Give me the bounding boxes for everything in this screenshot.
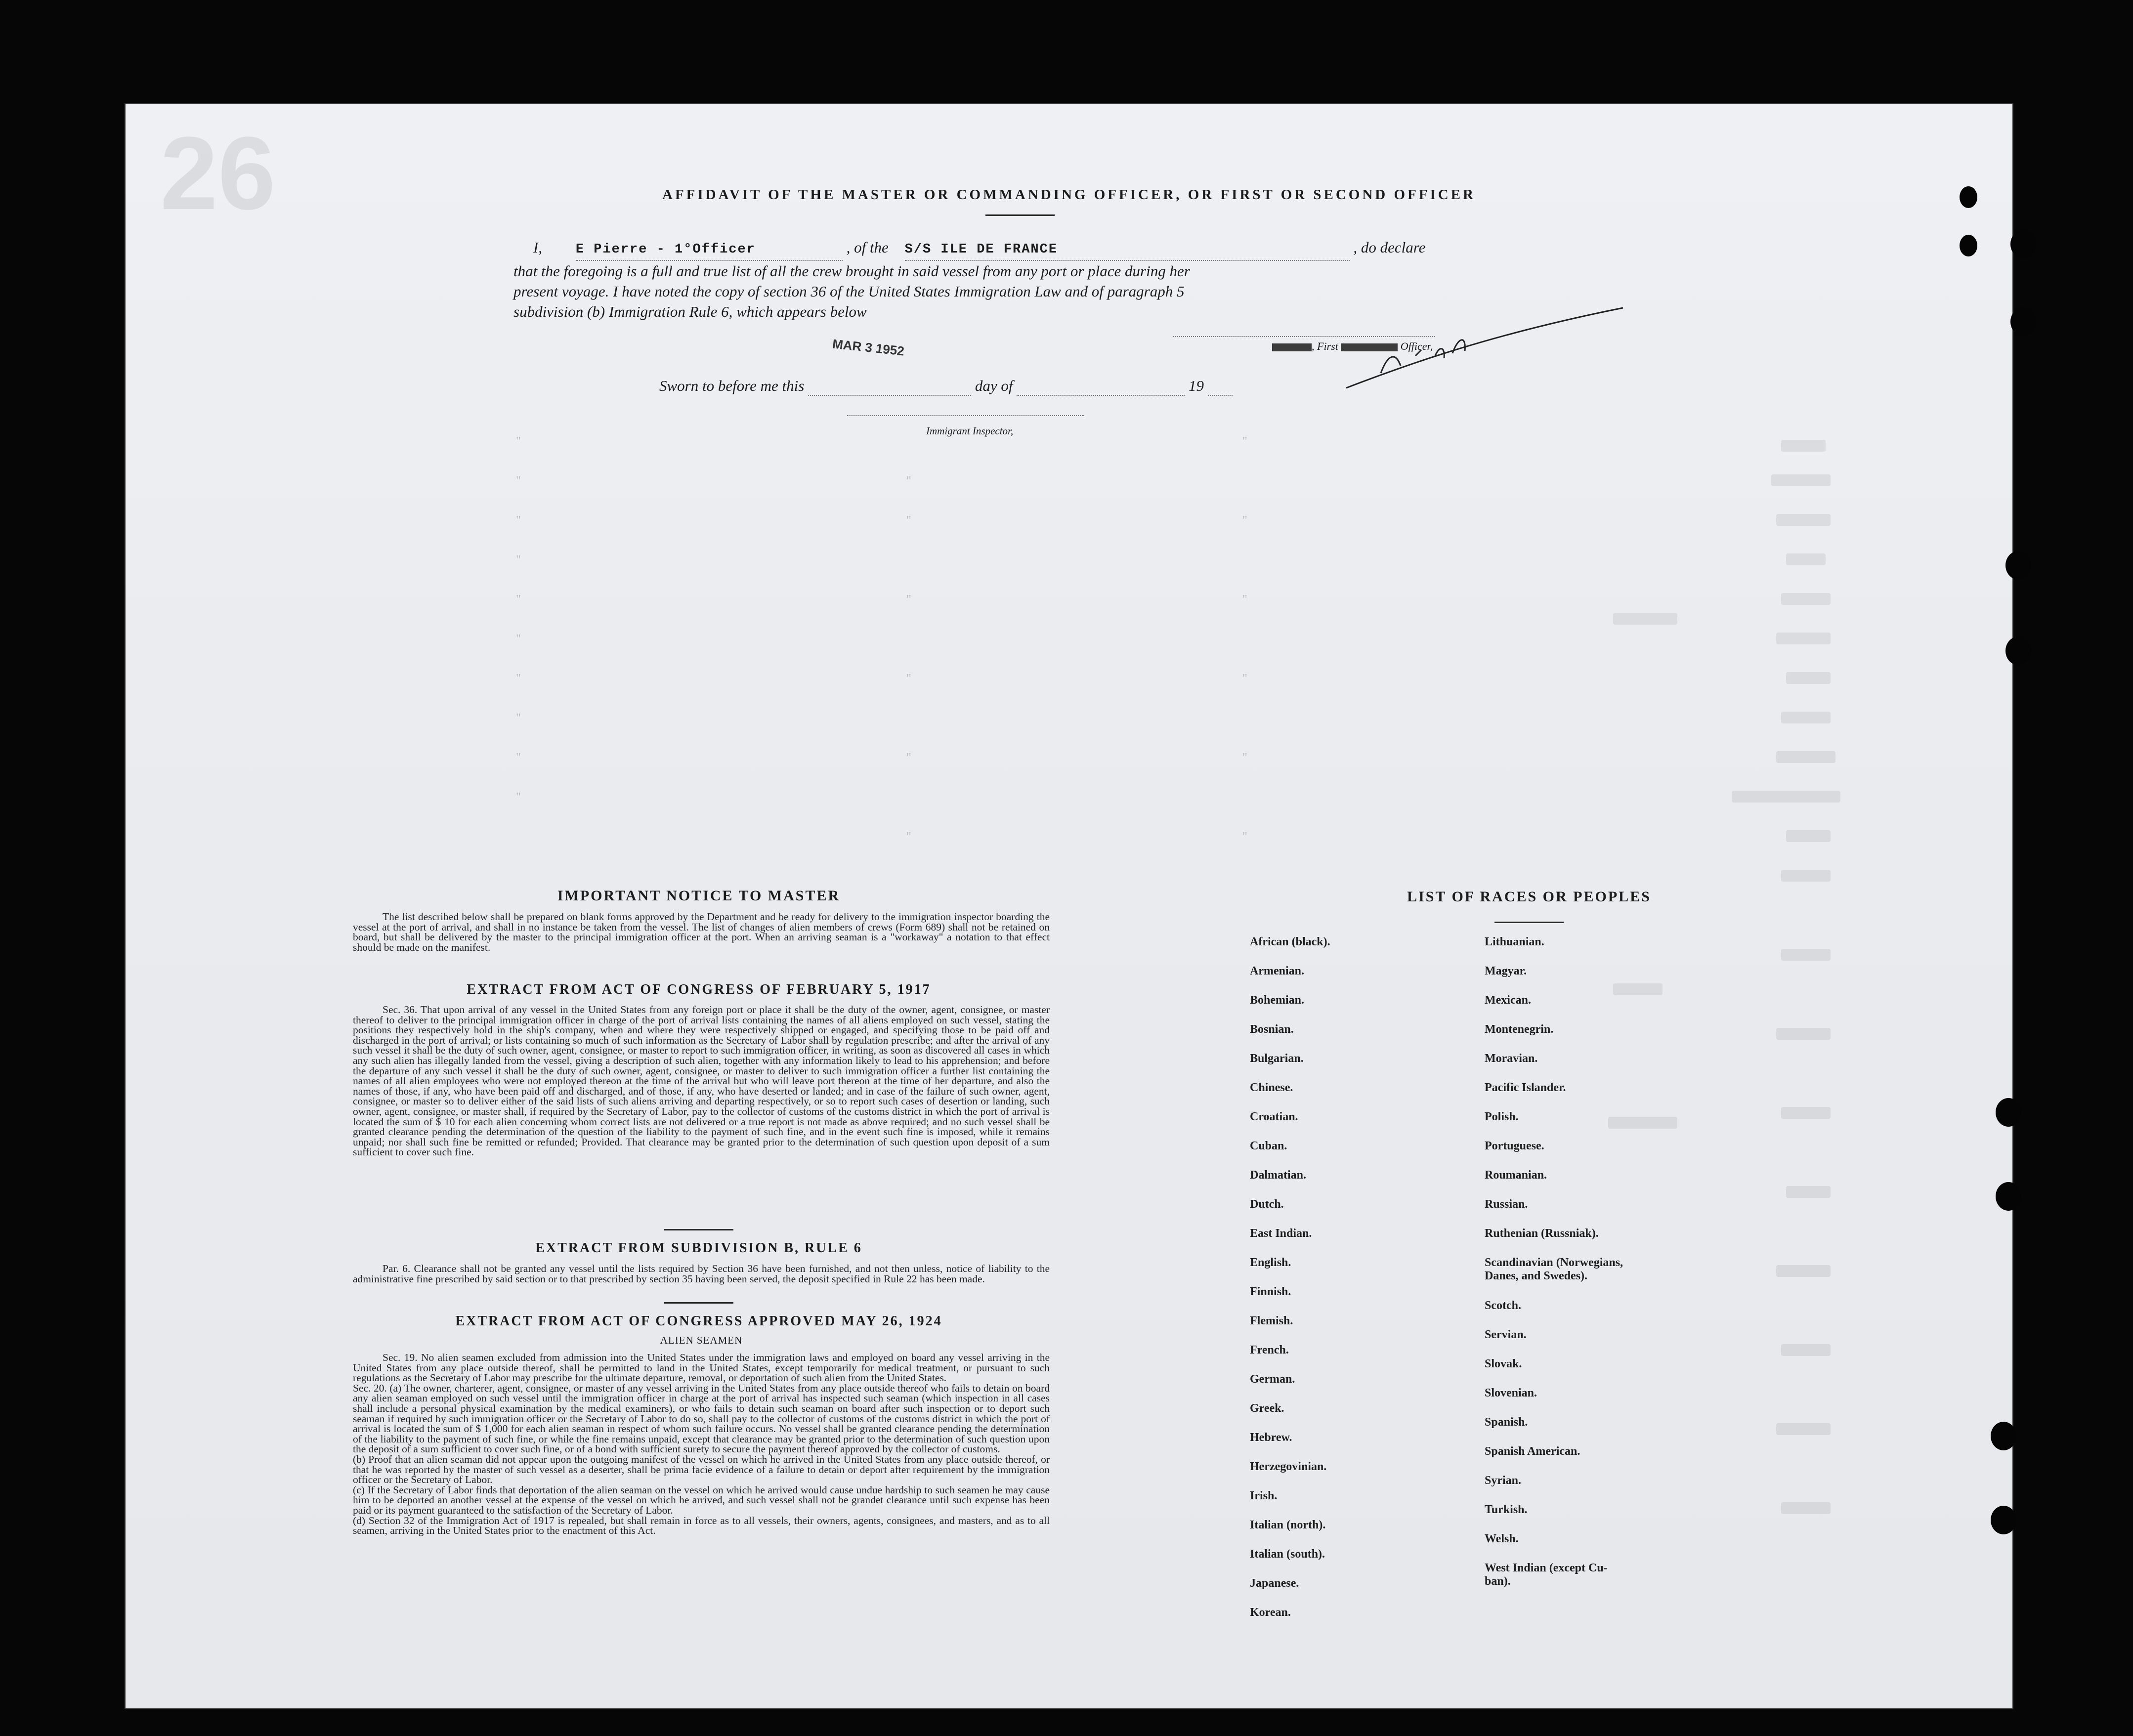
race-item: English. [1250,1256,1291,1269]
race-item: Spanish American. [1485,1445,1580,1458]
bleed-through-page-number: 26 [160,115,276,231]
race-item: Italian (south). [1250,1548,1325,1561]
date-stamp: MAR 3 1952 [831,336,905,359]
declarant-i: I, [533,239,543,256]
binder-hole [1960,235,1977,256]
binder-hole [1991,1422,2016,1450]
extract-1924-body: Sec. 19. No alien seamen excluded from admission into the United States under the immigration laws and employed on board any vessel arriving in the United States from any place outside thereof, shall be permitted to land in the United States, except temporarily for medical treatment, or pursuant to such regulations as the Secretary of Labor may prescribe for the ultimate departure, removal, or deportation of such alien from the United States. Sec. 20. (a) The owner, charterer, agent, consignee, or master of any vessel arriving in the United States from any place outside thereof who fails to detain on board any alien seaman employed on such vessel until the immigration officer in charge at the port of arrival has inspected such seaman (which inspection in all cases shall include a personal physical examination by the medical examiners), or who fails to detain such seaman on board after such inspection or to deport such seaman if required by such immigration officer or the Secretary of Labor to do so, shall pay to the collector of customs of the customs district in which the port of arrival is located the sum of $ 1,000 for each alien seaman in respect of whom such failure occurs. No vessel shall be granted clearance pending the determination of the liability to the payment of such fine, or while the fine remains unpaid, except that clearance may be granted prior to the determination of such question upon the deposit of a sum sufficient to cover such fine, or of a bond with sufficient surety to secure the payment thereof approved by the collector of customs. (b) Proof that an alien seaman did not appear upon the outgoing manifest of the vessel on which he arrived in the United States from any place outside thereof, or that he was reported by the master of such vessel as a deserter, shall be prima facie evidence of a failure to detain or deport after requirement by the immigration officer or the Secretary of Labor. (c) If the Secretary of Labor finds that deportation of the alien seaman on the vessel on which he arrived would cause undue hardship to such seamen he may cause him to be deported an another vessel at the expense of the vessel on which he arrived, and such vessel shall not be grandet clearance until such expense has been paid or its payment guaranteed to the satisfaction of the Secretary of Labor. (d) Section 32 of the Immigration Act of 1917 is repealed, but shall remain in force as to all vessels, their owners, agents, consignees, and masters, and as to all seamen, arriving in the United States prior to the enactment of this Act. [353,1352,1050,1537]
sworn-text: Sworn to before me this [659,377,805,394]
race-item: Magyar. [1485,965,1527,977]
binder-hole [2005,551,2031,580]
race-item: Korean. [1250,1606,1291,1619]
race-item: Bohemian. [1250,994,1305,1007]
race-item: Italian (north). [1250,1519,1326,1531]
race-item: Pacific Islander. [1485,1081,1566,1094]
binder-hole [1960,186,1977,208]
race-item: Montenegrin. [1485,1023,1554,1036]
race-item: Hebrew. [1250,1431,1292,1444]
extract-1924-title: EXTRACT FROM ACT OF CONGRESS APPROVED MAY 26, 1924 [455,1313,942,1329]
race-item: French. [1250,1344,1289,1356]
binder-hole [1991,1506,2016,1534]
race-item: Russian. [1485,1198,1528,1211]
affidavit-line-2: that the foregoing is a full and true list of all the crew brought in said vessel from any port or place during her [513,262,1190,280]
race-item: Bulgarian. [1250,1052,1304,1065]
of-the-text: , of the [846,239,889,256]
race-item: Roumanian. [1485,1169,1547,1182]
race-item: West Indian (except Cu- ban). [1485,1562,1608,1588]
affidavit-title-rule [985,214,1055,216]
rule-6-title: EXTRACT FROM SUBDIVISION B, RULE 6 [535,1240,862,1256]
rule-6-rule [664,1302,733,1304]
signature-first-label: First [1317,340,1338,352]
race-item: Chinese. [1250,1081,1293,1094]
race-item: Irish. [1250,1489,1278,1502]
race-item: Armenian. [1250,965,1304,977]
race-item: Moravian. [1485,1052,1538,1065]
vessel-name-field: S/S ILE DE FRANCE [905,240,1350,261]
signature-caption: , First Officer, [1272,340,1433,353]
sworn-line [659,377,1233,396]
sworn-month-field [1017,377,1185,396]
race-item: Mexican. [1485,994,1531,1007]
officer-name-field: E Pierre - 1°Officer [576,240,843,261]
alien-seamen-subtitle: ALIEN SEAMEN [660,1334,743,1346]
race-item: Croatian. [1250,1110,1298,1123]
notice-title: IMPORTANT NOTICE TO MASTER [557,888,841,904]
rule-6-body: Par. 6. Clearance shall not be granted any vessel until the lists required by Section 36 have been furnished, and not then unless, notice of liability to the administrative fine prescribed by said section or to that prescribed by section 35 having been served, the deposit specified in Rule 22 has been made. [353,1263,1050,1285]
race-item: Slovenian. [1485,1387,1537,1399]
binder-hole [2005,636,2031,665]
extract-1917-title: EXTRACT FROM ACT OF CONGRESS OF FEBRUARY 5, 1917 [467,982,931,997]
binder-hole [1996,1182,2021,1211]
race-item: Syrian. [1485,1474,1522,1487]
race-item: Scandinavian (Norwegians, Danes, and Swedes). [1485,1256,1623,1282]
race-item: Lithuanian. [1485,935,1544,948]
race-item: Greek. [1250,1402,1284,1415]
race-item: Herzegovinian. [1250,1460,1327,1473]
race-item: Dutch. [1250,1198,1284,1211]
struck-master-word [1272,343,1312,351]
race-item: Spanish. [1485,1416,1528,1429]
race-item: Flemish. [1250,1314,1293,1327]
extract-1917-body: Sec. 36. That upon arrival of any vessel in the United States from any foreign port or place it shall be the duty of the owner, agent, consignee, or master thereof to deliver to the principal immigration officer in charge of the port of arrival lists containing the names of all aliens employed on such vessel, stating the positions they respectively hold in the ship's company, when and where they were respectively shipped or engaged, and specifying those to be paid off and discharged in the port of arrival; or lists containing so much of such information as the Secretary of Labor shall by regulation prescribe; and after the arrival of any such vessel it shall be the duty of such owner, agent, consignee, or master to report to such immigration officer, in writing, as soon as discovered all cases in which any such alien has illegally landed from the vessel, giving a description of such alien, together with any information likely to lead to his apprehension; and before the departure of any such vessel it shall be the duty of such owner, agent, consignee, or master to deliver to such immigration officer a further list containing the names of all alien employees who were not employed thereon at the time of the arrival but who will leave port thereon at the time of her departure, and also the names of those, if any, who have been paid off and discharged, and of those, if any, who have deserted or landed; and in case of the failure of such owner, agent, consignee, or master so to deliver either of the said lists of such aliens arriving and departing respectively, or so to report such cases of desertion or landing, such owner, agent, consignee, or master shall, if required by the Secretary of Labor, pay to the collector of customs of the customs district in which the port of arrival is located the sum of $ 10 for each alien concerning whom correct lists are not delivered or a true report is not made as above required; and no such vessel shall be granted clearance pending the determination of the question of the liability to the payment of such fine, and in the event such fine is imposed, while it remains unpaid; nor shall such fine be remitted or refunded; Provided. That clearance may be granted prior to the determination of such question upon deposit of a sum sufficient to cover such fine. [353,1004,1050,1158]
race-item: Bosnian. [1250,1023,1294,1036]
race-item: East Indian. [1250,1227,1312,1240]
notice-body: The list described below shall be prepared on blank forms approved by the Department and be ready for delivery to the immigration inspector boarding the vessel at the port of arrival, and shall in no instance be taken from the vessel. The list of changes of alien members of crews (Form 689) shall not be retained on board, but shall be delivered by the master to the principal immigration officer at the port. When an arriving seaman is a "workaway" a notation to that effect should be made on the manifest. [353,911,1050,953]
affidavit-line-4: subdivision (b) Immigration Rule 6, which appears below [513,303,867,320]
day-of-text: day of [975,377,1013,394]
sworn-year-field [1208,377,1233,396]
inspector-label: Immigrant Inspector, [926,425,1014,437]
document-page [125,103,2013,1709]
race-item: Ruthenian (Russniak). [1485,1227,1599,1240]
race-item: Cuban. [1250,1140,1287,1152]
inspector-signature-line [847,415,1084,416]
race-item: Servian. [1485,1328,1527,1341]
struck-second-word [1341,343,1398,351]
race-item: Slovak. [1485,1357,1522,1370]
race-item: Finnish. [1250,1285,1291,1298]
race-item: Turkish. [1485,1503,1528,1516]
binder-hole [2010,307,2036,336]
race-item: Polish. [1485,1110,1519,1123]
sworn-day-field [808,377,971,396]
affidavit-line-3: present voyage. I have noted the copy of section 36 of the United States Immigration Law and of paragraph 5 [513,283,1185,300]
race-item: Welsh. [1485,1532,1519,1545]
race-item: Dalmatian. [1250,1169,1306,1182]
race-item: Japanese. [1250,1577,1299,1590]
race-item: Scotch. [1485,1299,1521,1312]
races-title-rule [1494,922,1564,923]
extract-1917-rule [664,1229,733,1230]
affidavit-title: AFFIDAVIT OF THE MASTER OR COMMANDING OFFICER, OR FIRST OR SECOND OFFICER [662,187,1476,203]
do-declare-text: , do declare [1353,239,1426,256]
races-title: LIST OF RACES OR PEOPLES [1407,889,1651,905]
race-item: African (black). [1250,935,1330,948]
race-item: Portuguese. [1485,1140,1544,1152]
race-item: German. [1250,1373,1295,1386]
signature-officer-label: Officer, [1400,340,1433,352]
year-prefix: 19 [1188,377,1204,394]
binder-hole [1996,1098,2021,1127]
binder-hole [2010,230,2036,258]
bleed-through-marks: " " " " " " " " " " " " " " " " " " " " " " [126,104,2012,1708]
